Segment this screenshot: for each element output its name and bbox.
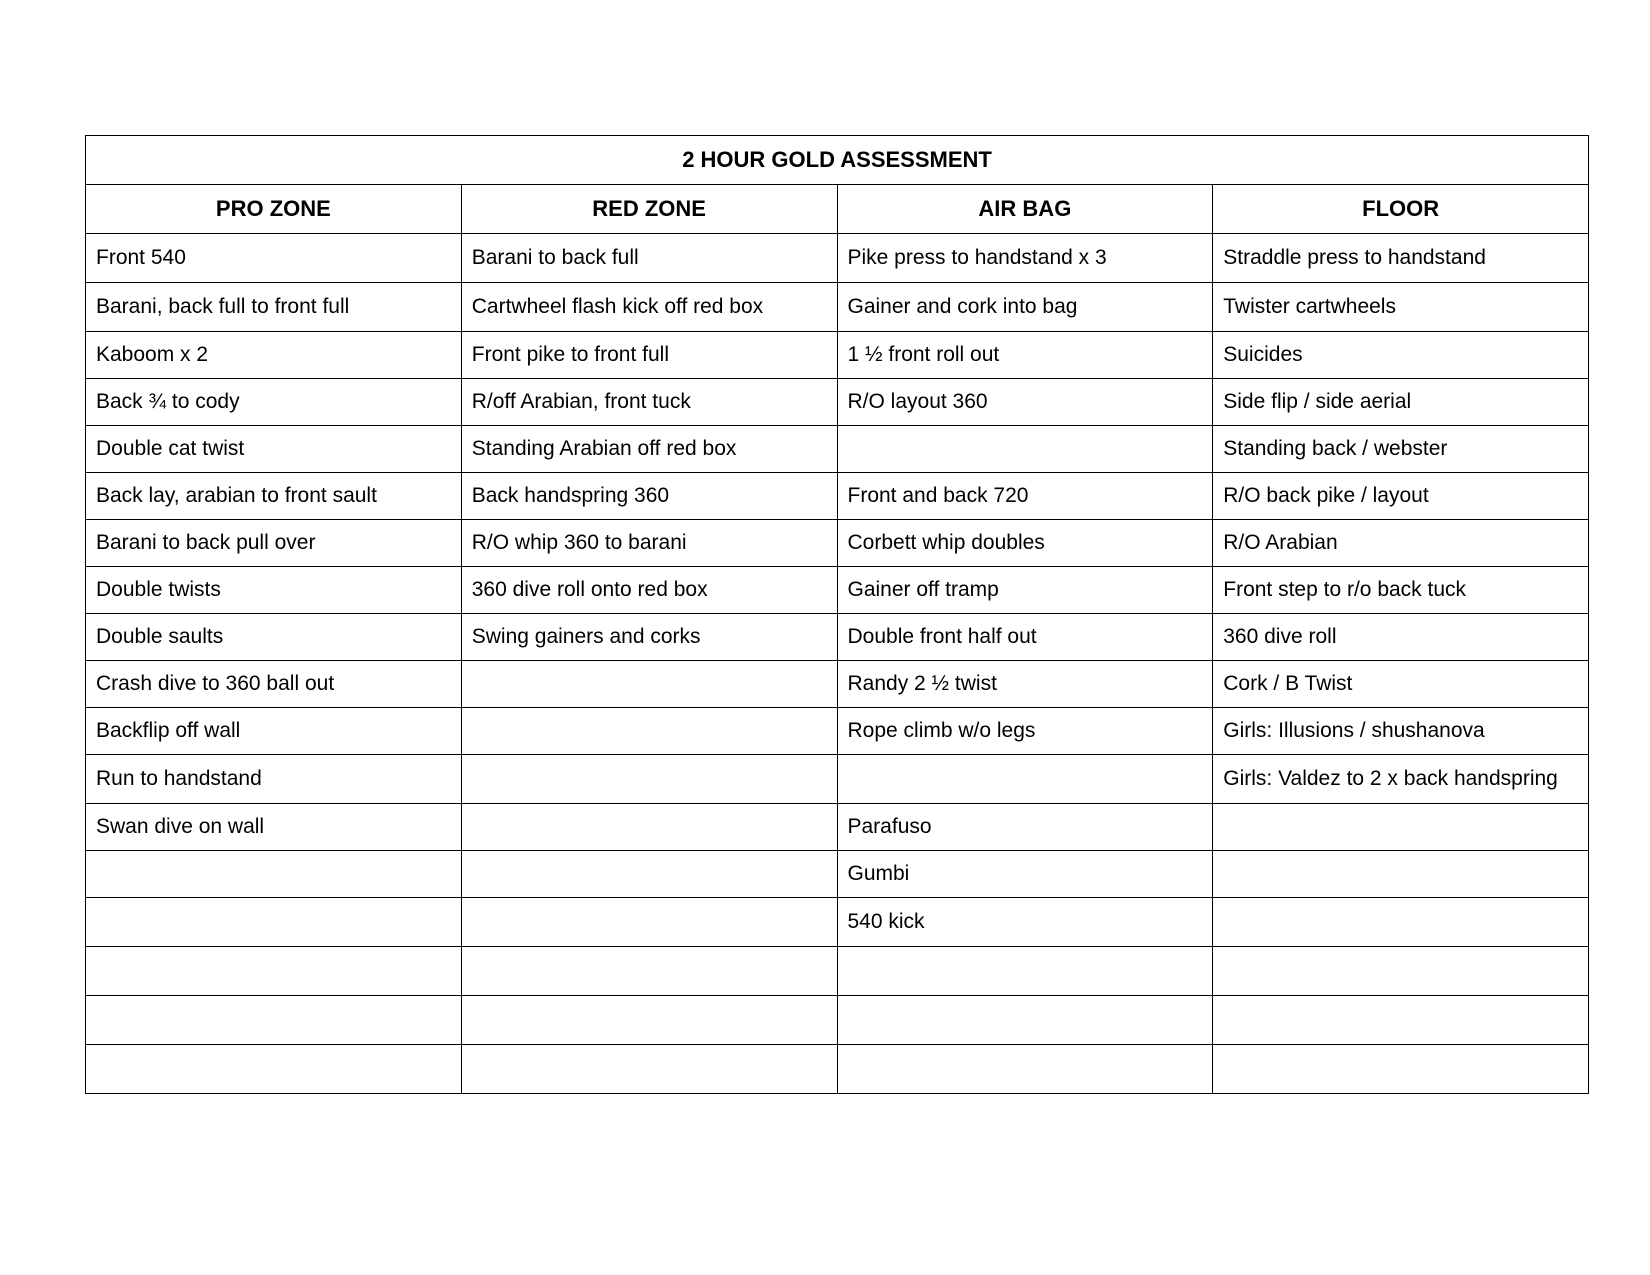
- table-cell: Front and back 720: [837, 473, 1213, 520]
- table-cell: Back ¾ to cody: [86, 379, 462, 426]
- table-row: [86, 1045, 1589, 1094]
- table-cell: Gumbi: [837, 851, 1213, 898]
- table-row: [86, 898, 1589, 947]
- table-cell: 360 dive roll: [1213, 614, 1589, 661]
- table-cell: Double cat twist: [86, 426, 462, 473]
- table-title: 2 HOUR GOLD ASSESSMENT: [86, 136, 1589, 185]
- table-row: [86, 379, 1589, 426]
- table-cell: Run to handstand: [86, 755, 462, 804]
- table-cell: [461, 898, 837, 947]
- table-row: [86, 234, 1589, 283]
- table-cell: [461, 996, 837, 1045]
- table-cell: [86, 898, 462, 947]
- table-cell: Back lay, arabian to front sault: [86, 473, 462, 520]
- table-row: [86, 755, 1589, 804]
- table-cell: Corbett whip doubles: [837, 520, 1213, 567]
- table-cell: Swan dive on wall: [86, 804, 462, 851]
- table-cell: Cartwheel flash kick off red box: [461, 283, 837, 332]
- table-cell: [1213, 804, 1589, 851]
- table-cell: Straddle press to handstand: [1213, 234, 1589, 283]
- table-cell: [837, 996, 1213, 1045]
- table-cell: Kaboom x 2: [86, 332, 462, 379]
- table-row: [86, 614, 1589, 661]
- table-cell: 1 ½ front roll out: [837, 332, 1213, 379]
- title-row: [86, 136, 1589, 185]
- table-cell: R/off Arabian, front tuck: [461, 379, 837, 426]
- table-cell: Girls: Valdez to 2 x back handspring: [1213, 755, 1589, 804]
- table-cell: Gainer and cork into bag: [837, 283, 1213, 332]
- table-cell: [86, 1045, 462, 1094]
- assessment-sheet: [85, 135, 1588, 1094]
- column-header-air-bag: AIR BAG: [837, 185, 1213, 234]
- table-cell: [1213, 947, 1589, 996]
- table-cell: [461, 1045, 837, 1094]
- table-cell: [86, 947, 462, 996]
- table-cell: Rope climb w/o legs: [837, 708, 1213, 755]
- table-cell: Parafuso: [837, 804, 1213, 851]
- table-cell: Back handspring 360: [461, 473, 837, 520]
- table-cell: Standing back / webster: [1213, 426, 1589, 473]
- table-cell: Swing gainers and corks: [461, 614, 837, 661]
- table-cell: Barani to back pull over: [86, 520, 462, 567]
- table-cell: [86, 996, 462, 1045]
- table-cell: Randy 2 ½ twist: [837, 661, 1213, 708]
- table-cell: Gainer off tramp: [837, 567, 1213, 614]
- table-cell: [1213, 898, 1589, 947]
- column-header-pro-zone: PRO ZONE: [86, 185, 462, 234]
- table-cell: Double twists: [86, 567, 462, 614]
- table-row: [86, 851, 1589, 898]
- table-cell: [837, 1045, 1213, 1094]
- table-cell: [1213, 996, 1589, 1045]
- table-cell: [837, 947, 1213, 996]
- table-cell: Double saults: [86, 614, 462, 661]
- table-cell: Side flip / side aerial: [1213, 379, 1589, 426]
- table-row: [86, 283, 1589, 332]
- table-row: [86, 426, 1589, 473]
- table-cell: [461, 947, 837, 996]
- table-row: [86, 332, 1589, 379]
- table-cell: [461, 708, 837, 755]
- column-header-floor: FLOOR: [1213, 185, 1589, 234]
- table-row: [86, 567, 1589, 614]
- table-cell: [837, 755, 1213, 804]
- table-cell: [461, 851, 837, 898]
- table-row: [86, 804, 1589, 851]
- table-cell: [86, 851, 462, 898]
- table-cell: Pike press to handstand x 3: [837, 234, 1213, 283]
- table-cell: [461, 661, 837, 708]
- table-cell: Crash dive to 360 ball out: [86, 661, 462, 708]
- table-cell: R/O whip 360 to barani: [461, 520, 837, 567]
- table-cell: Barani, back full to front full: [86, 283, 462, 332]
- table-cell: Twister cartwheels: [1213, 283, 1589, 332]
- table-row: [86, 996, 1589, 1045]
- table-cell: [461, 804, 837, 851]
- table-cell: Suicides: [1213, 332, 1589, 379]
- column-header-red-zone: RED ZONE: [461, 185, 837, 234]
- table-row: [86, 947, 1589, 996]
- table-cell: R/O Arabian: [1213, 520, 1589, 567]
- table-cell: Front pike to front full: [461, 332, 837, 379]
- table-cell: Barani to back full: [461, 234, 837, 283]
- table-body: [86, 234, 1589, 1094]
- table-row: [86, 661, 1589, 708]
- header-row: [86, 185, 1589, 234]
- table-cell: Standing Arabian off red box: [461, 426, 837, 473]
- table-row: [86, 708, 1589, 755]
- table-cell: [837, 426, 1213, 473]
- table-cell: [1213, 851, 1589, 898]
- table-cell: Backflip off wall: [86, 708, 462, 755]
- table-cell: Cork / B Twist: [1213, 661, 1589, 708]
- table-row: [86, 473, 1589, 520]
- table-cell: R/O back pike / layout: [1213, 473, 1589, 520]
- table-cell: 360 dive roll onto red box: [461, 567, 837, 614]
- table-cell: Front 540: [86, 234, 462, 283]
- table-cell: Girls: Illusions / shushanova: [1213, 708, 1589, 755]
- table-cell: R/O layout 360: [837, 379, 1213, 426]
- table-cell: [461, 755, 837, 804]
- table-cell: 540 kick: [837, 898, 1213, 947]
- table-row: [86, 520, 1589, 567]
- assessment-table: [85, 135, 1589, 1094]
- table-cell: Front step to r/o back tuck: [1213, 567, 1589, 614]
- table-cell: Double front half out: [837, 614, 1213, 661]
- table-cell: [1213, 1045, 1589, 1094]
